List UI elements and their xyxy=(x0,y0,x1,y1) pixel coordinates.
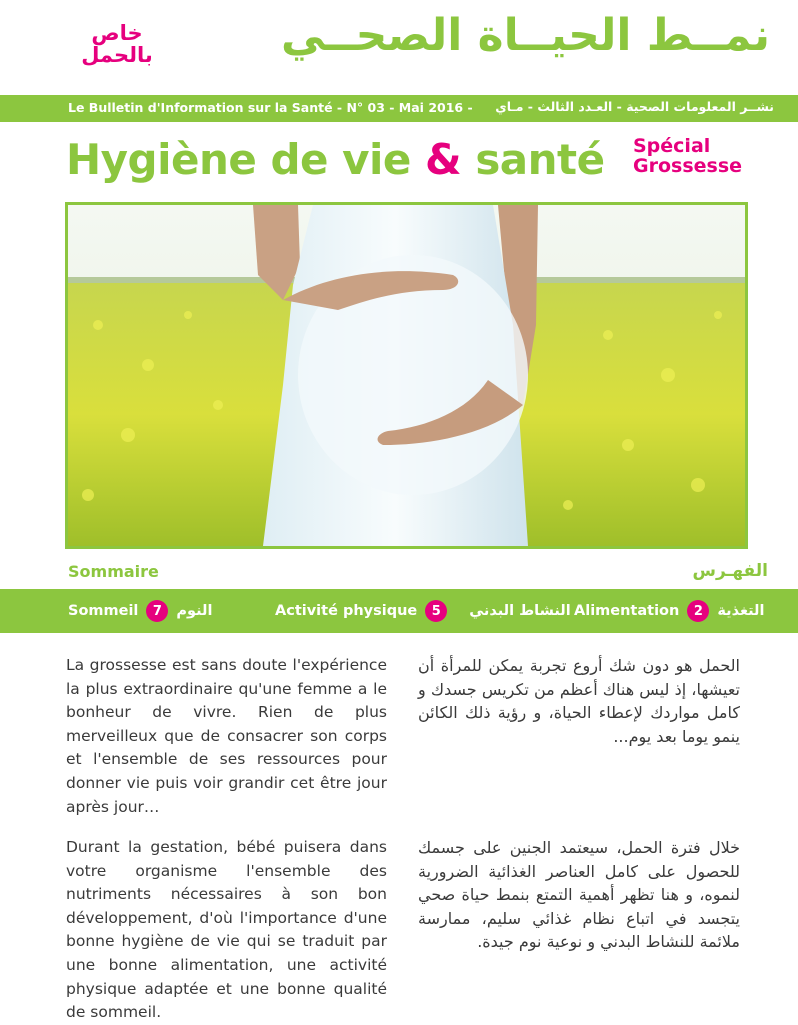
toc-label-fr: Alimentation xyxy=(574,603,680,619)
toc-label-fr: Activité physique xyxy=(275,603,418,619)
masthead-title-ar: نمــط الحيــاة الصحــي xyxy=(281,10,770,61)
special-pregnancy-label-fr xyxy=(633,137,742,177)
title-ampersand: & xyxy=(425,135,462,184)
sommaire-label-ar: الفهـرس xyxy=(692,561,768,581)
body-paragraph-ar-2: خلال فترة الحمل، سيعتمد الجنين على جسمك للحصول على كامل العناصر الغذائية الضرورية لنموه، و هنا تظهر أهمية التمتع بنمط حياة صحي يتجسد في اتباع نظام غذائي سليم، ممارسة ملائمة للنشاط البدني و نوعية نوم جيدة. xyxy=(418,838,740,952)
body-paragraph-ar-1: الحمل هو دون شك أروع تجربة يمكن للمرأة أن تعيشها، إذ ليس هناك أعظم من تكريس جسدك و كامل مواردك لإعطاء الحياة، و رؤية ذلك الكائن ينمو يوما بعد يوم... xyxy=(418,656,740,746)
toc-label-fr: Sommeil xyxy=(68,603,139,619)
special-ar-line2: بالحمل xyxy=(81,43,153,68)
toc-item-alimentation[interactable] xyxy=(574,598,764,624)
cover-photo xyxy=(65,202,748,549)
sommaire-label-fr: Sommaire xyxy=(68,562,159,581)
title-part2: santé xyxy=(475,135,605,184)
toc-label-ar: النشاط البدني xyxy=(469,603,571,619)
toc-page-number: 5 xyxy=(425,600,447,622)
page-title xyxy=(66,135,605,184)
bulletin-info-fr: Le Bulletin d'Information sur la Santé - N° 03 - Mai 2016 - xyxy=(68,100,473,115)
toc-label-ar: النوم xyxy=(176,603,213,619)
toc-label-ar: التغذية xyxy=(717,603,765,619)
special-pregnancy-label-ar xyxy=(62,22,172,66)
title-part1: Hygiène de vie xyxy=(66,135,411,184)
special-fr-line1: Spécial xyxy=(633,135,711,157)
toc-page-number: 7 xyxy=(146,600,168,622)
toc-page-number: 2 xyxy=(687,600,709,622)
special-ar-line1: خاص xyxy=(91,21,143,45)
pregnant-woman-field-image xyxy=(68,205,745,546)
special-fr-line2: Grossesse xyxy=(633,154,743,177)
body-paragraph-fr-1: La grossesse est sans doute l'expérience la plus extraordinaire qu'une femme a le bonheur de vivre. Rien de plus merveilleux que de consacrer son corps et l'ensemble de ses ressources pour donner vie puis voir grandir cet être jour après jour… xyxy=(66,656,387,816)
toc-item-sommeil[interactable] xyxy=(68,598,212,624)
body-paragraph-fr-2: Durant la gestation, bébé puisera dans votre organisme l'ensemble des nutriments nécessaires à son bon développement, d'où l'importance d'une bonne hygiène de vie qui se traduit par une bonne alimentation, une activité physique adaptée et une bonne qualité de sommeil. xyxy=(66,838,387,1022)
toc-item-activite-physique[interactable] xyxy=(275,598,571,624)
bulletin-info-ar: نشــر المعلومات الصحية - العـدد الثالث - مـاي xyxy=(495,99,774,114)
